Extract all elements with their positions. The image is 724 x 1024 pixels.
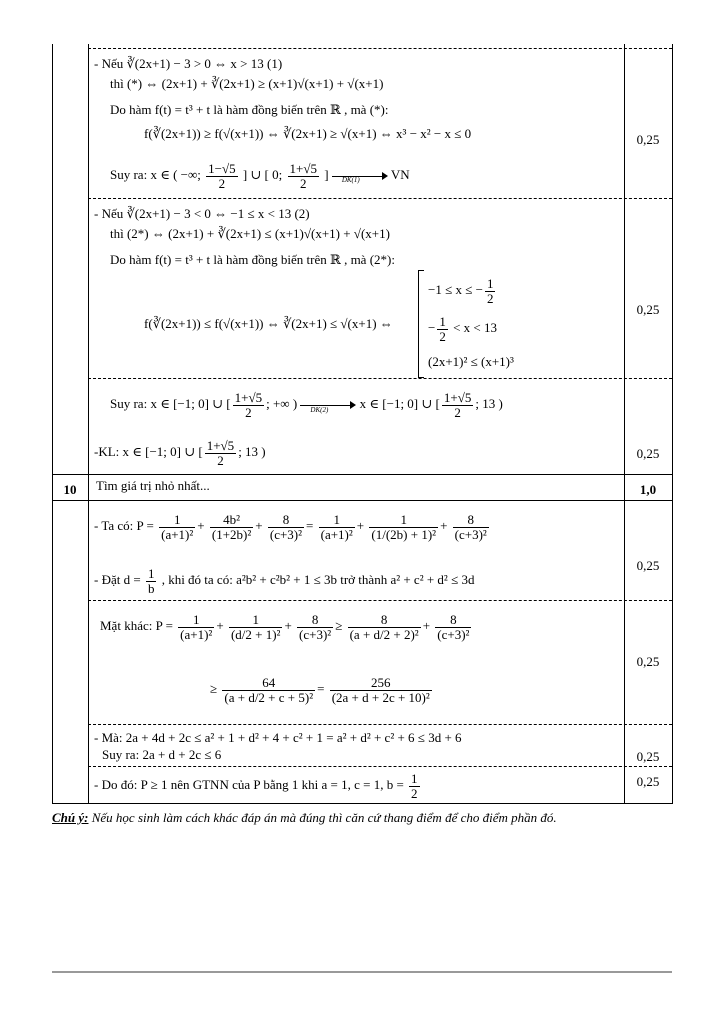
- fraction-numerator: 1: [252, 611, 259, 627]
- fraction-numerator: 256: [370, 674, 391, 690]
- note-label: Chú ý:: [52, 810, 89, 825]
- fraction-denominator: (a + d/2 + 2)²: [349, 626, 419, 642]
- score-step-2: 0,25: [636, 654, 660, 669]
- expression-prefix: Mặt khác: P =: [100, 618, 177, 633]
- case-1-monotonic: Do hàm f(t) = t³ + t là hàm đồng biến trên ℝ , mà (*):: [110, 102, 389, 117]
- row-divider: [52, 500, 672, 501]
- result-text: - Do đó: P ≥ 1 nên GTNN của P bằng 1 khi a = 1, c = 1, b =: [94, 777, 408, 792]
- case-1-conclusion: [110, 158, 410, 192]
- final-conclusion: [94, 434, 266, 470]
- score-step-3: 0,25: [636, 749, 660, 764]
- q10-step-3: [88, 728, 624, 766]
- fraction-numerator: 1+√5: [443, 389, 472, 405]
- fraction-denominator: b: [147, 580, 155, 596]
- fraction-denominator: 2: [206, 176, 237, 191]
- system-text: < x < 13: [449, 320, 498, 335]
- fraction-numerator: 1−√5: [208, 160, 236, 176]
- result-after: x ∈ [−1; 0] ∪ [: [359, 396, 440, 411]
- fraction: [288, 162, 319, 191]
- fraction: [268, 513, 304, 542]
- conclusion-result: VN: [390, 167, 410, 182]
- case-2-inequality: f(∛(2x+1)) ≤ f(√(x+1)) ⇔ ∛(2x+1) ≤ √(x+1) ⇔: [144, 316, 393, 331]
- fraction-numerator: 8: [282, 511, 290, 527]
- fraction-denominator: 2: [205, 453, 236, 468]
- score-case-1: 0,25: [636, 132, 660, 147]
- fraction-denominator: (c+3)²: [299, 626, 332, 642]
- table-score-divider: [624, 44, 625, 804]
- fraction-denominator: (a + d/2 + c + 5)²: [224, 689, 314, 705]
- fraction: [453, 513, 489, 542]
- fraction: [206, 162, 237, 191]
- fraction: [437, 315, 448, 344]
- fraction: [319, 513, 355, 542]
- fraction-denominator: (d/2 + 1)²: [230, 626, 281, 642]
- conclusion-union: ] ∪ [ 0;: [239, 167, 286, 182]
- row-divider: [88, 766, 672, 767]
- case-2-result: [110, 386, 503, 422]
- system-line-1: [428, 274, 497, 306]
- substitution-prefix: - Đặt d =: [94, 572, 144, 587]
- fraction-denominator: 2: [233, 405, 264, 420]
- fraction-denominator: (a+1)²: [320, 526, 353, 542]
- fraction-numerator: 1: [439, 313, 446, 329]
- fraction: [485, 277, 496, 306]
- arrow-label: DK(1): [341, 176, 360, 185]
- fraction-numerator: 1: [333, 511, 340, 527]
- score-case-2: 0,25: [636, 302, 660, 317]
- case-2-monotonic: Do hàm f(t) = t³ + t là hàm đồng biến trên ℝ , mà (2*):: [110, 252, 395, 267]
- expression-prefix: - Ta có: P =: [94, 518, 158, 533]
- row-divider: [88, 724, 672, 725]
- fraction: [233, 391, 264, 420]
- implies-arrow-icon: [332, 171, 388, 185]
- case-1-block: [88, 52, 624, 198]
- fraction: [297, 613, 333, 642]
- system-text: −1 ≤ x ≤ −: [428, 282, 483, 297]
- case-1-inequality: f(∛(2x+1)) ≥ f(√(x+1)) ⇔ ∛(2x+1) ≥ √(x+1) ⇔ x³ − x² − x ≤ 0: [144, 126, 472, 141]
- fraction-numerator: 1: [400, 511, 407, 527]
- q10-step-1: [88, 502, 624, 600]
- fraction-numerator: 1: [147, 565, 155, 581]
- bound-result: Suy ra: 2a + d + 2c ≤ 6: [102, 747, 222, 762]
- fraction-numerator: 64: [262, 674, 276, 690]
- implies-arrow-icon: [300, 400, 356, 415]
- fraction: [435, 613, 471, 642]
- fraction-denominator: 2: [288, 176, 319, 191]
- fraction-denominator: 2: [486, 290, 494, 306]
- question-title: Tìm giá trị nhỏ nhất...: [96, 478, 210, 493]
- table-left-border: [52, 44, 53, 804]
- system-line-3: (2x+1)² ≤ (x+1)³: [428, 354, 514, 369]
- fraction-numerator: 1: [173, 511, 181, 527]
- fraction-numerator: 1: [193, 611, 200, 627]
- table-bottom-border: [52, 803, 672, 804]
- fraction-denominator: 2: [439, 328, 446, 344]
- fraction: [205, 439, 236, 468]
- q10-step-4: [88, 768, 624, 803]
- case-1-condition: - Nếu ∛(2x+1) − 3 > 0 ⇔ x > 13 (1): [94, 56, 283, 71]
- fraction-numerator: 1: [411, 770, 418, 786]
- fraction-denominator: (c+3)²: [437, 626, 470, 642]
- result-prefix: Suy ra: x ∈ [−1; 0] ∪ [: [110, 396, 231, 411]
- grading-note: [52, 810, 557, 826]
- fraction-numerator: 8: [467, 511, 474, 527]
- system-bracket: [418, 270, 424, 378]
- question-number: 10: [63, 482, 77, 497]
- q10-step-2: [88, 602, 624, 724]
- row-divider: [88, 198, 672, 199]
- fraction: [178, 613, 214, 642]
- fraction-numerator: 4b²: [223, 511, 241, 527]
- row-divider: [88, 378, 672, 379]
- lower-bound-1: Mặt khác: P = $\frac{1}{\text{(a+1)²}}$ + $\frac{1}{\text{(d/2 + 1)²}}$ + $\frac{8}{\text{(c+3)²}}$ ≥ $\frac{8}{\text{(a + d/2 + 2)²}}$ + $\frac{8}{\text{(c+3)²}}$: [100, 611, 470, 642]
- fraction-denominator: (2a + d + 2c + 10)²: [331, 689, 430, 705]
- case-1-equivalence: thì (*) ⇔ (2x+1) + ∛(2x+1) ≥ (x+1)√(x+1) + √(x+1): [110, 76, 384, 91]
- minimum-result: [94, 768, 422, 802]
- row-divider: [88, 600, 672, 601]
- score-step-1: 0,25: [636, 558, 660, 573]
- fraction: [409, 772, 420, 801]
- case-2-block: [88, 202, 624, 378]
- fraction: [222, 676, 315, 705]
- table-right-border: [672, 44, 673, 804]
- substitution: [94, 562, 474, 598]
- substitution-text: , khi đó ta có: a²b² + c²b² + 1 ≤ 3b trở thành a² + c² + d² ≤ 3d: [158, 572, 475, 587]
- expression-prefix: ≥: [210, 681, 221, 696]
- lower-bound-2: ≥ $\frac{64}{\text{(a + d/2 + c + 5)²}}$ = $\frac{256}{\text{(2a + d + 2c + 10)²}}$: [210, 674, 430, 705]
- fraction-denominator: (a+1)²: [161, 526, 194, 542]
- row-divider: [88, 48, 672, 49]
- conclusion-prefix: Suy ra: x ∈ ( −∞;: [110, 167, 205, 182]
- fraction-numerator: 8: [380, 611, 388, 627]
- fraction-denominator: (a+1)²: [180, 626, 213, 642]
- fraction-numerator: 1+√5: [289, 160, 317, 176]
- result-interval: ; +∞ ): [266, 396, 298, 411]
- conclusion-block: [88, 380, 624, 474]
- score-conclusion: 0,25: [636, 446, 660, 461]
- fraction: [442, 391, 473, 420]
- result-interval-end: ; 13 ): [475, 396, 503, 411]
- fraction-denominator: (c+3)²: [269, 526, 303, 542]
- fraction-denominator: 2: [442, 405, 473, 420]
- arrow-label: DK(2): [310, 406, 329, 415]
- fraction-numerator: 8: [450, 611, 457, 627]
- system-text: −: [428, 320, 436, 335]
- fraction-numerator: 1+√5: [206, 437, 235, 453]
- fraction: [369, 513, 438, 542]
- conclusion-end: ; 13 ): [238, 444, 266, 459]
- score-step-4: 0,25: [636, 774, 660, 789]
- fraction-denominator: (1/(2b) + 1)²: [371, 526, 437, 542]
- case-2-equivalence: thì (2*) ⇔ (2x+1) + ∛(2x+1) ≤ (x+1)√(x+1) + √(x+1): [110, 226, 390, 241]
- fraction: [159, 513, 195, 542]
- case-2-condition: - Nếu ∛(2x+1) − 3 < 0 ⇔ −1 ≤ x < 13 (2): [94, 206, 310, 221]
- footer-rule: [52, 971, 672, 973]
- fraction: [210, 513, 253, 542]
- fraction-denominator: (1+2b)²: [211, 526, 252, 542]
- system-line-2: [428, 312, 497, 344]
- fraction: [146, 567, 157, 596]
- fraction-numerator: 8: [311, 611, 319, 627]
- conclusion-bracket: ]: [320, 167, 329, 182]
- answer-table: [52, 44, 672, 804]
- fraction: [229, 613, 283, 642]
- fraction-denominator: 2: [411, 785, 418, 801]
- conclusion-prefix: -KL: x ∈ [−1; 0] ∪ [: [94, 444, 203, 459]
- p-expression: - Ta có: P = $\frac{1}{\text{(a+1)²}}$ + $\frac{\text{4b²}}{\text{(1+2b)²}}$ + $\frac{8}{\text{(c+3)²}}$ = $\frac{1}{\text{(a+1)²}}$ + $\frac{1}{\text{(1/(2b) + 1)²}}$ + $\frac{8}{\text{(c+3)²}}$: [94, 511, 487, 542]
- note-text: Nếu học sinh làm cách khác đáp án mà đúng thì căn cứ thang điểm để cho điểm phần đó.: [88, 810, 557, 825]
- question-total-score: 1,0: [639, 482, 657, 497]
- fraction-numerator: 1: [486, 275, 494, 291]
- row-divider: [52, 474, 672, 475]
- fraction-denominator: (c+3)²: [454, 526, 487, 542]
- bound-inequality: - Mà: 2a + 4d + 2c ≤ a² + 1 + d² + 4 + c² + 1 = a² + d² + c² + 6 ≤ 3d + 6: [94, 730, 462, 745]
- fraction: [330, 676, 432, 705]
- fraction: [348, 613, 421, 642]
- fraction-numerator: 1+√5: [234, 389, 263, 405]
